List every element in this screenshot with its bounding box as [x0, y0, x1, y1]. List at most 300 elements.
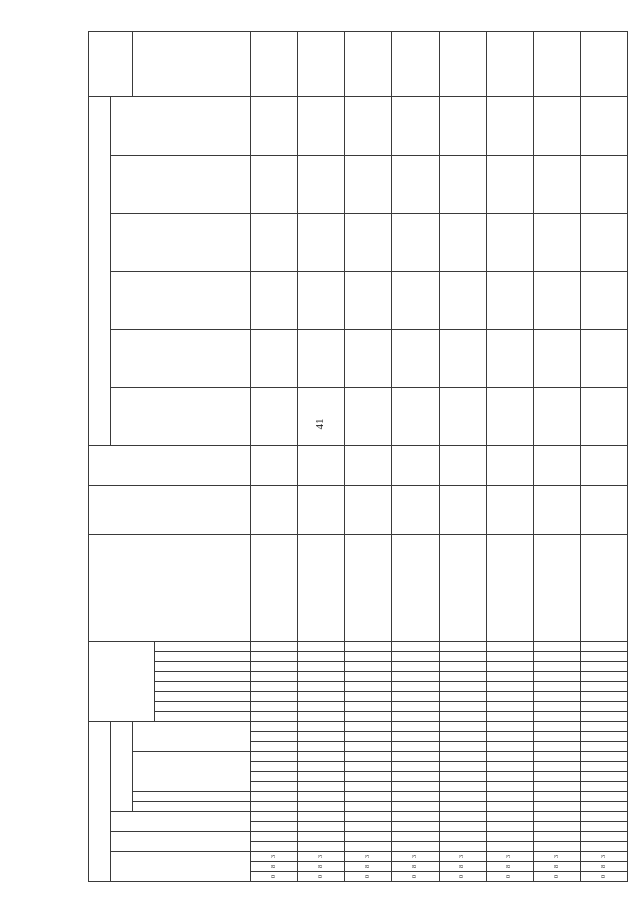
code-digit [345, 792, 392, 802]
admin-code-digit: 8 [439, 862, 486, 872]
code-digit [580, 822, 627, 832]
row-year-value [298, 97, 345, 155]
admin-code-digit: 8 [486, 862, 533, 872]
row-year-value [439, 97, 486, 155]
code-digit [298, 662, 345, 672]
row-description [298, 534, 345, 641]
code-digit [298, 802, 345, 812]
code-digit [251, 792, 298, 802]
code-digit [533, 742, 580, 752]
code-digit [251, 712, 298, 722]
row-year-value [486, 330, 533, 388]
code-digit [298, 762, 345, 772]
row-year-value [345, 155, 392, 213]
code-digit [251, 842, 298, 852]
sheet [88, 32, 628, 882]
code-digit [392, 762, 439, 772]
row-target-value [251, 32, 298, 97]
code-digit [580, 772, 627, 782]
row-base-value [345, 446, 392, 486]
code-digit [345, 662, 392, 672]
row-year-value [392, 330, 439, 388]
admin-code-digit: 8 [533, 862, 580, 872]
code-digit [533, 662, 580, 672]
code-digit [251, 812, 298, 822]
row-description [533, 534, 580, 641]
code-digit [251, 732, 298, 742]
code-digit [439, 762, 486, 772]
row-year-value [251, 213, 298, 271]
code-digit [439, 822, 486, 832]
code-digit [580, 782, 627, 792]
code-digit [580, 842, 627, 852]
row-year-value [533, 155, 580, 213]
code-digit [392, 702, 439, 712]
analytic-col-header-6 [155, 652, 251, 662]
code-digit [298, 822, 345, 832]
code-digit [580, 752, 627, 762]
code-digit [486, 742, 533, 752]
code-digit [580, 712, 627, 722]
code-digit [392, 732, 439, 742]
code-digit [439, 782, 486, 792]
row-year-value [392, 155, 439, 213]
admin-code-digit: 0 [533, 872, 580, 882]
admin-code-digit: 0 [580, 872, 627, 882]
admin-code-digit: 8 [251, 862, 298, 872]
code-digit [392, 682, 439, 692]
page-number: 41 [314, 418, 326, 430]
code-digit [392, 842, 439, 852]
code-digit [533, 832, 580, 842]
code-digit [345, 672, 392, 682]
code-digit [345, 702, 392, 712]
admin-code-digit: 0 [251, 872, 298, 882]
code-digit [298, 772, 345, 782]
code-digit [580, 692, 627, 702]
years-header [89, 97, 111, 446]
admin-code-digit: 0 [392, 872, 439, 882]
code-digit [251, 662, 298, 672]
code-digit [345, 712, 392, 722]
code-digit [298, 672, 345, 682]
year-header-2026 [111, 97, 251, 155]
code-digit [580, 762, 627, 772]
code-digit [580, 832, 627, 842]
code-digit [486, 842, 533, 852]
code-digit [251, 822, 298, 832]
target-value-header [133, 32, 251, 97]
row-unit [392, 486, 439, 535]
code-digit [580, 672, 627, 682]
row-description [486, 534, 533, 641]
code-digit [298, 642, 345, 652]
code-digit [439, 752, 486, 762]
code-digit [345, 832, 392, 842]
code-digit [392, 772, 439, 782]
row-unit [439, 486, 486, 535]
code-digit [251, 772, 298, 782]
code-digit [251, 682, 298, 692]
row-base-value [392, 446, 439, 486]
row-target-value [533, 32, 580, 97]
row-target-value [392, 32, 439, 97]
year-header-2022 [111, 330, 251, 388]
code-digit [439, 652, 486, 662]
code-digit [392, 652, 439, 662]
code-digit [439, 692, 486, 702]
admin-code-digit: 0 [298, 872, 345, 882]
code-digit [580, 682, 627, 692]
analytic-col-header-1 [155, 702, 251, 712]
code-digit [533, 652, 580, 662]
row-year-value [439, 213, 486, 271]
code-digit [392, 722, 439, 732]
admin-code-digit: 0 [345, 872, 392, 882]
code-digit [251, 642, 298, 652]
row-year-value [345, 271, 392, 329]
row-year-value [439, 388, 486, 446]
row-year-value [392, 388, 439, 446]
table-row [345, 32, 392, 882]
table-row [251, 32, 298, 882]
code-digit [486, 722, 533, 732]
subsection-header [111, 812, 251, 832]
admin-code-digit: 0 [486, 872, 533, 882]
row-year-value [345, 213, 392, 271]
row-year-value [486, 271, 533, 329]
analytic-code-header [89, 642, 155, 722]
code-digit [298, 732, 345, 742]
code-digit [439, 662, 486, 672]
row-year-value [533, 213, 580, 271]
code-digit [533, 812, 580, 822]
code-digit [486, 822, 533, 832]
row-year-value [298, 213, 345, 271]
row-base-value [251, 446, 298, 486]
code-digit [439, 682, 486, 692]
table-row [298, 32, 345, 882]
code-digit [298, 752, 345, 762]
row-year-value [251, 388, 298, 446]
target-expense-header [111, 722, 133, 812]
code-digit [580, 812, 627, 822]
code-digit [533, 802, 580, 812]
goal-header [89, 534, 251, 641]
code-digit [392, 822, 439, 832]
analytic-col-header-3 [155, 682, 251, 692]
code-digit [533, 842, 580, 852]
code-digit [345, 732, 392, 742]
admin-code-digit: 8 [298, 862, 345, 872]
row-target-value [486, 32, 533, 97]
row-unit [298, 486, 345, 535]
subprog-code-header [133, 792, 251, 802]
row-year-value [298, 155, 345, 213]
code-digit [486, 802, 533, 812]
code-digit [392, 792, 439, 802]
row-year-value [251, 155, 298, 213]
code-digit [580, 742, 627, 752]
program-table [88, 31, 628, 882]
row-year-value [580, 97, 627, 155]
code-digit [392, 712, 439, 722]
row-target-value [439, 32, 486, 97]
code-digit [345, 742, 392, 752]
row-year-value [486, 388, 533, 446]
row-description [439, 534, 486, 641]
code-digit [439, 702, 486, 712]
code-digit [439, 802, 486, 812]
row-unit [580, 486, 627, 535]
year-header-2023 [111, 271, 251, 329]
code-digit [486, 652, 533, 662]
code-digit [486, 772, 533, 782]
row-year-value [345, 97, 392, 155]
row-year-value [392, 97, 439, 155]
row-year-value [345, 330, 392, 388]
row-year-value [533, 388, 580, 446]
code-digit [345, 752, 392, 762]
admin-code-digit: 8 [580, 862, 627, 872]
analytic-col-header-2 [155, 692, 251, 702]
code-digit [298, 742, 345, 752]
row-year-value [298, 388, 345, 446]
fin-year-header [89, 446, 251, 486]
table-row [439, 32, 486, 882]
expense-type-header [133, 722, 251, 752]
admin-code-digit: 3 [392, 852, 439, 862]
code-digit [298, 812, 345, 822]
code-digit [298, 782, 345, 792]
row-base-value [533, 446, 580, 486]
code-digit [298, 722, 345, 732]
code-digit [486, 672, 533, 682]
row-year-value [533, 271, 580, 329]
code-digit [486, 702, 533, 712]
row-description [392, 534, 439, 641]
row-target-value [580, 32, 627, 97]
code-digit [392, 642, 439, 652]
admin-code-digit: 3 [580, 852, 627, 862]
row-year-value [298, 271, 345, 329]
code-digit [533, 762, 580, 772]
admin-code-digit: 8 [392, 862, 439, 872]
code-digit [251, 702, 298, 712]
rotated-table-wrapper [88, 32, 628, 882]
direction-header [133, 752, 251, 792]
code-digit [533, 702, 580, 712]
code-digit [533, 682, 580, 692]
row-year-value [439, 155, 486, 213]
row-base-value [580, 446, 627, 486]
admin-code-digit: 0 [439, 872, 486, 882]
row-year-value [251, 97, 298, 155]
code-digit [298, 702, 345, 712]
code-digit [251, 802, 298, 812]
code-digit [580, 802, 627, 812]
admin-code-digit: 3 [533, 852, 580, 862]
code-digit [298, 692, 345, 702]
code-digit [580, 702, 627, 712]
code-digit [298, 712, 345, 722]
year-header-2021 [111, 388, 251, 446]
row-description [345, 534, 392, 641]
code-digit [580, 662, 627, 672]
code-digit [486, 762, 533, 772]
admin-code-digit: 3 [345, 852, 392, 862]
admin-code-digit: 8 [345, 862, 392, 872]
row-year-value [439, 271, 486, 329]
row-year-value [580, 271, 627, 329]
code-digit [345, 652, 392, 662]
row-year-value [251, 271, 298, 329]
table-row [392, 32, 439, 882]
code-digit [345, 772, 392, 782]
code-digit [439, 842, 486, 852]
code-digit [345, 842, 392, 852]
code-digit [345, 692, 392, 702]
code-digit [392, 672, 439, 682]
code-digit [533, 712, 580, 722]
prog-code-header [133, 802, 251, 812]
row-year-value [580, 388, 627, 446]
code-digit [251, 782, 298, 792]
admin-code-digit: 3 [486, 852, 533, 862]
code-digit [439, 732, 486, 742]
code-digit [439, 742, 486, 752]
code-digit [251, 692, 298, 702]
target-header [89, 32, 133, 97]
code-digit [486, 782, 533, 792]
code-digit [533, 722, 580, 732]
code-digit [251, 672, 298, 682]
code-digit [533, 752, 580, 762]
code-digit [439, 772, 486, 782]
row-year-value [298, 330, 345, 388]
year-header-2025 [111, 155, 251, 213]
row-year-value [486, 213, 533, 271]
code-digit [533, 772, 580, 782]
code-digit [298, 652, 345, 662]
analytic-col-header-0 [155, 712, 251, 722]
analytic-col-header-4 [155, 672, 251, 682]
code-digit [439, 832, 486, 842]
row-year-value [486, 155, 533, 213]
code-digit [486, 832, 533, 842]
code-digit [486, 792, 533, 802]
code-digit [439, 712, 486, 722]
row-year-value [580, 213, 627, 271]
row-unit [251, 486, 298, 535]
code-digit [345, 782, 392, 792]
code-digit [439, 792, 486, 802]
table-row [533, 32, 580, 882]
code-digit [533, 782, 580, 792]
code-digit [251, 832, 298, 842]
code-digit [439, 672, 486, 682]
analytic-col-header-5 [155, 662, 251, 672]
code-digit [533, 732, 580, 742]
code-digit [580, 642, 627, 652]
code-digit [298, 682, 345, 692]
code-digit [298, 792, 345, 802]
admin-code-digit: 3 [251, 852, 298, 862]
code-digit [392, 742, 439, 752]
code-digit [392, 692, 439, 702]
code-digit [580, 792, 627, 802]
code-digit [345, 762, 392, 772]
code-digit [392, 752, 439, 762]
code-digit [486, 752, 533, 762]
code-digit [345, 822, 392, 832]
code-digit [392, 832, 439, 842]
code-digit [345, 802, 392, 812]
admin-code-digit: 3 [298, 852, 345, 862]
code-digit [533, 672, 580, 682]
row-year-value [251, 330, 298, 388]
code-digit [298, 842, 345, 852]
row-year-value [580, 330, 627, 388]
code-digit [345, 642, 392, 652]
row-unit [345, 486, 392, 535]
code-digit [580, 652, 627, 662]
code-digit [486, 692, 533, 702]
code-digit [251, 722, 298, 732]
row-year-value [345, 388, 392, 446]
code-digit [533, 642, 580, 652]
code-digit [533, 692, 580, 702]
code-digit [251, 752, 298, 762]
code-digit [392, 662, 439, 672]
unit-header [89, 486, 251, 535]
row-unit [533, 486, 580, 535]
code-digit [580, 722, 627, 732]
row-year-value [580, 155, 627, 213]
row-unit [486, 486, 533, 535]
code-digit [392, 812, 439, 822]
row-description [251, 534, 298, 641]
code-digit [486, 812, 533, 822]
code-digit [251, 742, 298, 752]
code-digit [298, 832, 345, 842]
row-year-value [486, 97, 533, 155]
row-target-value [298, 32, 345, 97]
section-header [111, 832, 251, 852]
row-description [580, 534, 627, 641]
row-base-value [486, 446, 533, 486]
code-digit [580, 732, 627, 742]
code-digit [392, 802, 439, 812]
row-base-value [298, 446, 345, 486]
row-year-value [439, 330, 486, 388]
code-digit [345, 722, 392, 732]
code-digit [439, 642, 486, 652]
code-digit [345, 812, 392, 822]
code-digit [439, 812, 486, 822]
row-year-value [533, 97, 580, 155]
row-year-value [392, 271, 439, 329]
admin-code-header [111, 852, 251, 882]
code-digit [486, 682, 533, 692]
row-target-value [345, 32, 392, 97]
code-digit [345, 682, 392, 692]
code-digit [533, 822, 580, 832]
table-row [580, 32, 627, 882]
code-digit [533, 792, 580, 802]
row-year-value [533, 330, 580, 388]
budget-codes-header [89, 722, 111, 882]
